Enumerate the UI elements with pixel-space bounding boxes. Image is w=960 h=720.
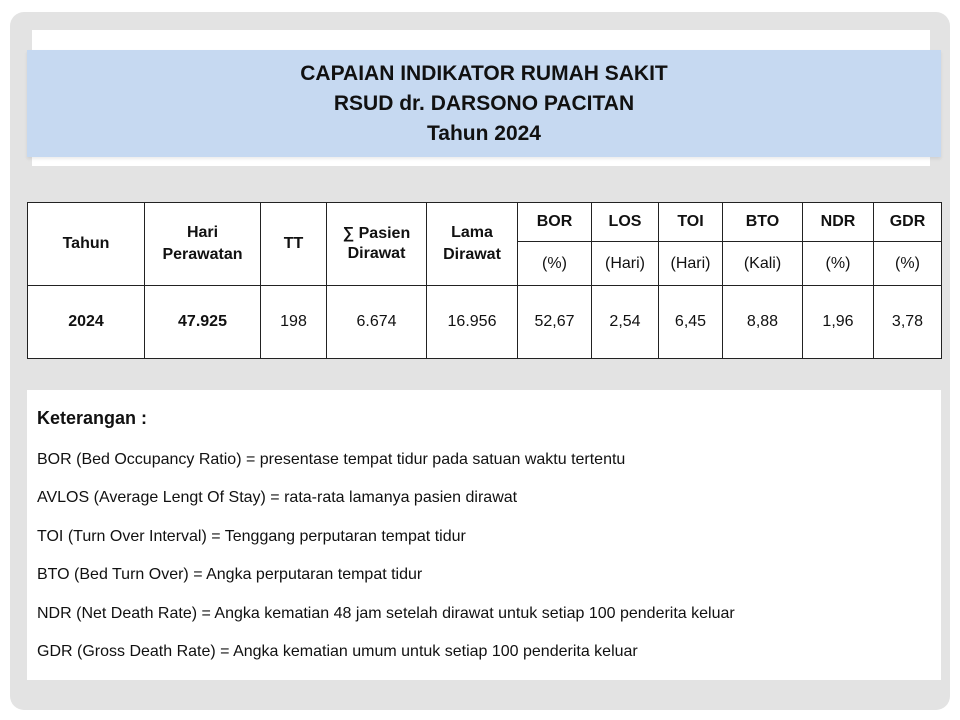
header-gdr: GDR	[874, 203, 942, 242]
unit-bor: (%)	[518, 242, 592, 286]
cell-bto: 8,88	[723, 286, 803, 359]
header-toi: TOI	[659, 203, 723, 242]
title-line-3: Tahun 2024	[427, 121, 541, 145]
cell-pasien-dirawat: 6.674	[327, 286, 427, 359]
cell-gdr: 3,78	[874, 286, 942, 359]
title-box	[27, 50, 941, 157]
cell-los: 2,54	[592, 286, 659, 359]
note-gdr: GDR (Gross Death Rate) = Angka kematian umum untuk setiap 100 penderita keluar	[37, 643, 638, 660]
header-hari-perawatan: Hari Perawatan	[145, 203, 261, 286]
header-los: LOS	[592, 203, 659, 242]
unit-bto: (Kali)	[723, 242, 803, 286]
unit-los: (Hari)	[592, 242, 659, 286]
note-toi: TOI (Turn Over Interval) = Tenggang perputaran tempat tidur	[37, 528, 466, 545]
cell-toi: 6,45	[659, 286, 723, 359]
header-bor: BOR	[518, 203, 592, 242]
indicator-table-wrap	[27, 202, 941, 358]
cell-tt: 198	[261, 286, 327, 359]
cell-lama-dirawat: 16.956	[427, 286, 518, 359]
header-ndr: NDR	[803, 203, 874, 242]
notes-title: Keterangan :	[37, 408, 148, 428]
unit-toi: (Hari)	[659, 242, 723, 286]
indicator-table	[27, 202, 942, 359]
note-bor: BOR (Bed Occupancy Ratio) = presentase tempat tidur pada satuan waktu tertentu	[37, 451, 626, 468]
note-ndr: NDR (Net Death Rate) = Angka kematian 48 jam setelah dirawat untuk setiap 100 penderita keluar	[37, 605, 735, 622]
header-bto: BTO	[723, 203, 803, 242]
cell-ndr: 1,96	[803, 286, 874, 359]
cell-hari-perawatan: 47.925	[145, 286, 261, 359]
title-line-1: CAPAIAN INDIKATOR RUMAH SAKIT	[300, 61, 668, 85]
header-tahun: Tahun	[28, 203, 145, 286]
cell-bor: 52,67	[518, 286, 592, 359]
unit-gdr: (%)	[874, 242, 942, 286]
table-row	[28, 286, 942, 359]
unit-ndr: (%)	[803, 242, 874, 286]
header-lama-dirawat: Lama Dirawat	[427, 203, 518, 286]
header-tt: TT	[261, 203, 327, 286]
cell-tahun: 2024	[28, 286, 145, 359]
note-avlos: AVLOS (Average Lengt Of Stay) = rata-rata lamanya pasien dirawat	[37, 489, 518, 506]
header-pasien-dirawat: ∑ Pasien Dirawat	[327, 203, 427, 286]
title-line-2: RSUD dr. DARSONO PACITAN	[333, 91, 635, 115]
note-bto: BTO (Bed Turn Over) = Angka perputaran tempat tidur	[37, 566, 423, 583]
notes-panel	[27, 390, 941, 680]
